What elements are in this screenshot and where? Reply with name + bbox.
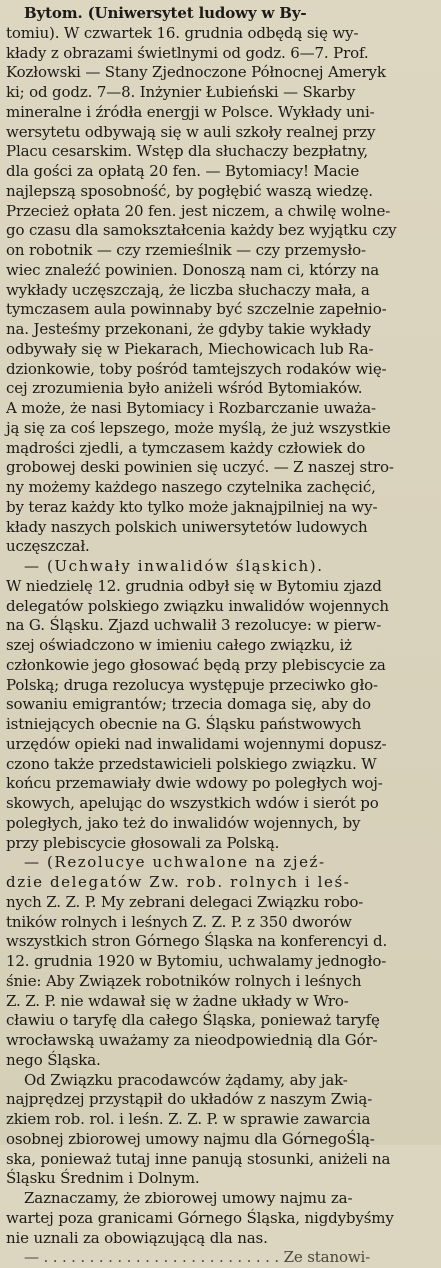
text-line: Kozłowski — Stany Zjednoczone Północnej Ameryk (6, 63, 386, 82)
article-section-bytom (6, 4, 436, 557)
text-line: nego Śląska. (6, 1050, 101, 1069)
text-line: ska, ponieważ tutaj inne panują stosunki, aniżeli na (6, 1149, 391, 1168)
text-line: mądrości zjedli, a tymczasem każdy człowiek do (6, 438, 366, 457)
text-line: zkiem rob. rol. i leśn. Z. Z. P. w sprawie zawarcia (6, 1110, 371, 1128)
text-line: członkowie jego głosować będą przy plebiscycie za (6, 655, 386, 674)
text-line: A może, że nasi Bytomiacy i Rozbarczanie uważa- (6, 399, 376, 417)
text-line: najlepszą sposobność, by pogłębić waszą wiedzę. (6, 181, 373, 200)
text-line: szej oświadczono w imieniu całego związku, iż (6, 636, 352, 654)
text-line: osobnej zbiorowej umowy najmu dla GórnegoŚlą- (6, 1129, 375, 1148)
text-line: — . . . . . . . . . . . . . . . . . . . . . . . . . . Ze stanowi- (24, 1248, 371, 1267)
text-line: W niedzielę 12. grudnia odbył się w Bytomiu zjazd (6, 576, 382, 595)
text-line: wartej poza granicami Górnego Śląska, nigdybyśmy (6, 1208, 394, 1227)
text-line: kłady naszych polskich uniwersytetów ludowych (6, 517, 368, 536)
text-line: dla gości za opłatą 20 fen. — Bytomiacy! Macie (6, 162, 360, 180)
text-line: Śląsku Średnim i Dolnym. (6, 1169, 200, 1188)
article-section-rezolucye (6, 853, 436, 1268)
text-line: końcu przemawiały dwie wdowy po poległych woj- (6, 774, 383, 793)
text-line: ki; od godz. 7—8. Inżynier Łubieński — Skarby (6, 83, 356, 101)
text-line: ją się za coś lepszego, może myślą, że już wszystkie (6, 418, 391, 437)
text-line: cławiu o taryfę dla całego Śląska, ponieważ taryfę (6, 1011, 380, 1030)
text-line: Przecież opłata 20 fen. jest niczem, a chwilę wolne- (6, 201, 391, 220)
text-line: istniejących obecnie na G. Śląsku państwowych (6, 715, 362, 733)
text-line: delegatów polskiego związku inwalidów wojennych (6, 596, 389, 615)
text-line: tników rolnych i leśnych Z. Z. P. z 350 dworów (6, 912, 352, 931)
text-line: kłady z obrazami świetlnymi od godz. 6—7. Prof. (6, 43, 369, 62)
text-line: ny możemy każdego naszego czytelnika zachęcić, (6, 478, 376, 496)
text-line: urzędów opieki nad inwalidami wojennymi dopusz- (6, 734, 387, 753)
text-line: wiec znaleźć powinien. Donoszą nam ci, którzy na (6, 260, 379, 279)
text-line: Bytom. (Uniwersytet ludowy w By- (24, 4, 307, 22)
text-line: wersytetu odbywają się w auli szkoły realnej przy (6, 122, 376, 141)
text-line: — (Rezolucye uchwalone na zjeź- (24, 853, 326, 872)
text-line: skowych, apelując do wszystkich wdów i sierót po (6, 794, 379, 812)
text-line: przy plebiscycie głosowali za Polską. (6, 833, 280, 852)
text-line: Polską; druga rezolucya występuje przeciwko gło- (6, 675, 378, 694)
text-line: Placu cesarskim. Wstęp dla słuchaczy bezpłatny, (6, 142, 369, 161)
text-line: on robotnik — czy rzemieślnik — czy przemysło- (6, 241, 366, 259)
text-line: tomiu). W czwartek 16. grudnia odbędą się wy- (6, 23, 359, 42)
text-line: na. Jesteśmy przekonani, że gdyby takie wykłady (6, 320, 371, 338)
article-section-uchwaly-inwalidow (6, 557, 436, 853)
text-line: na G. Śląsku. Zjazd uchwalił 3 rezolucye: w pierw- (6, 616, 382, 635)
text-line: dzie delegatów Zw. rob. rolnych i leś- (6, 873, 351, 891)
text-line: najprędzej przystąpił do układów z naszym Zwią- (6, 1090, 373, 1109)
text-line: Z. Z. P. nie wdawał się w żadne układy w Wro- (6, 991, 349, 1010)
text-line: sowaniu emigrantów; trzecia domaga się, aby do (6, 695, 371, 714)
text-line: czono także przedstawicieli polskiego związku. W (6, 754, 377, 773)
text-line: wrocławską uważamy za nieodpowiednią dla Gór- (6, 1031, 378, 1049)
text-line: 12. grudnia 1920 w Bytomiu, uchwalamy jednogło- (6, 952, 387, 970)
text-line: Od Związku pracodawców żądamy, aby jak- (24, 1070, 348, 1089)
text-line: nych Z. Z. P. My zebrani delegaci Związku robo- (6, 892, 364, 911)
text-line: wszystkich stron Górnego Śląska na konferencyi d. (6, 932, 388, 951)
text-line: wykłady uczęszczają, że liczba słuchaczy mała, a (6, 280, 370, 299)
text-line: go czasu dla samokształcenia każdy bez wyjątku czy (6, 221, 397, 240)
text-line: — (Uchwały inwalidów śląskich). (24, 557, 324, 575)
text-line: śnie: Aby Związek robotników rolnych i leśnych (6, 971, 362, 990)
text-line: odbywały się w Piekarach, Miechowicach lub Ra- (6, 339, 374, 358)
text-line: mineralne i źródła energji w Polsce. Wykłady uni- (6, 102, 375, 121)
text-line: tymczasem aula powinnaby być szczelnie zapełnio- (6, 300, 387, 319)
text-line: dzionkowie, toby pośród tamtejszych rodaków wię- (6, 359, 387, 378)
text-line: cej zrozumienia było aniżeli wśród Bytomiaków. (6, 379, 363, 398)
text-line: Zaznaczamy, że zbiorowej umowy najmu za- (24, 1189, 353, 1207)
text-line: nie uznali za obowiązującą dla nas. (6, 1228, 268, 1247)
text-line: by teraz każdy kto tylko może jaknajpilniej na wy- (6, 497, 378, 516)
text-line: poległych, jako też do inwalidów wojennych, by (6, 813, 361, 832)
text-line: uczęszczał. (6, 537, 90, 556)
text-line: grobowej deski powinien się uczyć. — Z naszej stro- (6, 458, 394, 477)
article-column (6, 4, 436, 1268)
